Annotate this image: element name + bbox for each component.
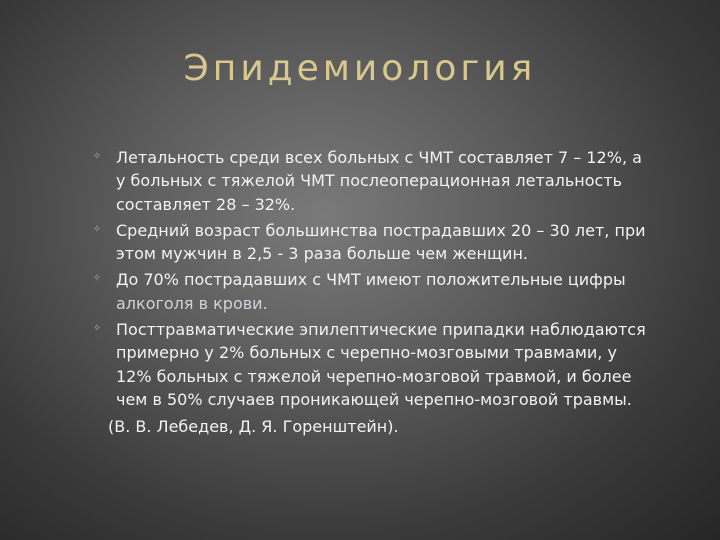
star-bullet-icon: ✧ bbox=[92, 151, 102, 162]
bullet-item-seizures bbox=[90, 318, 650, 411]
star-bullet-icon: ✧ bbox=[92, 273, 102, 285]
bullet-item-age bbox=[90, 219, 650, 266]
bullet-text: До 70% пострадавших с ЧМТ имеют положительные цифры bbox=[116, 270, 626, 290]
bullet-item-mortality bbox=[90, 146, 650, 216]
star-bullet-icon: ✧ bbox=[92, 323, 102, 335]
star-bullet-icon: ✧ bbox=[92, 223, 102, 235]
bullet-text: Летальность среди всех больных с ЧМТ составляет 7 – 12%, а у больных с тяжелой ЧМТ послеоперационная летальность составляет 28 – 32%. bbox=[116, 148, 642, 214]
citation: (В. В. Лебедев, Д. Я. Горенштейн). bbox=[108, 417, 399, 437]
slide-title: Эпидемиология bbox=[183, 48, 537, 89]
bullet-item-alcohol bbox=[90, 268, 650, 315]
bullet-text: Средний возраст большинства пострадавших 20 – 30 лет, при этом мужчин в 2,5 - 3 раза больше чем женщин. bbox=[116, 220, 646, 264]
bullet-text-tail: алкоголя в крови. bbox=[116, 293, 268, 313]
slide-content bbox=[90, 146, 650, 438]
bullet-list bbox=[90, 146, 650, 411]
bullet-text: Посттравматические эпилептические припадки наблюдаются примерно у 2% больных с черепно-мозговыми травмами, у 12% больных с тяжелой черепно-мозговой травмой, и более чем в 50% случаев проникающей черепно-мозговой травмы. bbox=[116, 320, 646, 409]
